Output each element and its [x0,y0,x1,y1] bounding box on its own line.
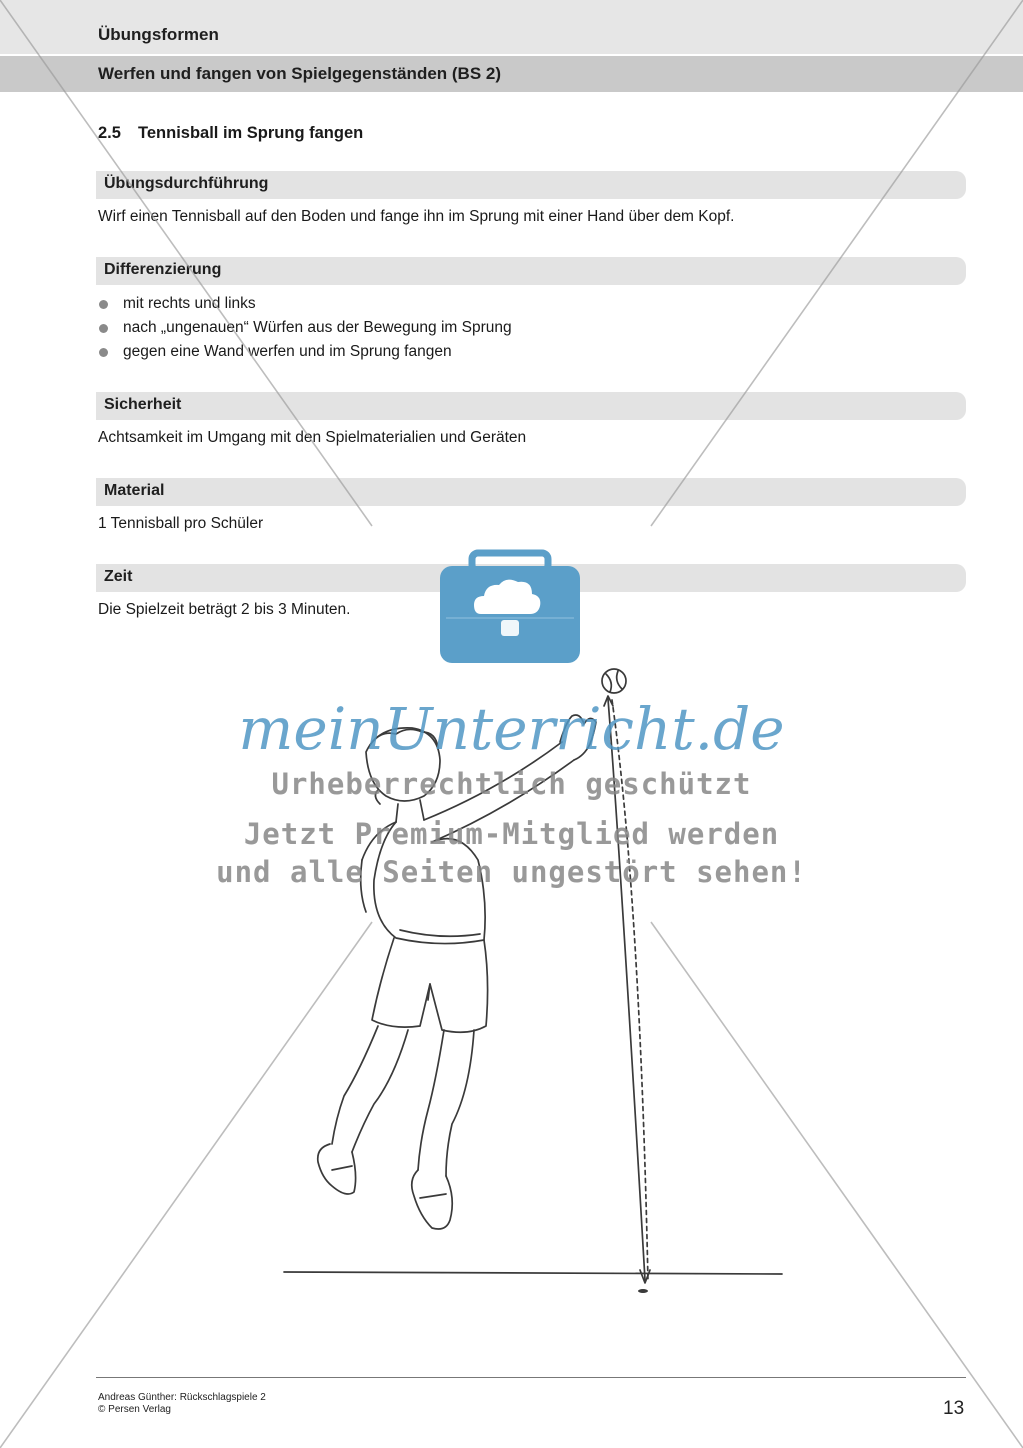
footer-credits [98,1392,266,1416]
time-text: Die Spielzeit beträgt 2 bis 3 Minuten. [98,601,351,618]
footer-divider [96,1377,966,1378]
section-heading-time: Zeit [104,568,133,585]
section-heading-material: Material [104,482,165,499]
material-text: 1 Tennisball pro Schüler [98,515,264,532]
safety-text: Achtsamkeit im Umgang mit den Spielmaterialien und Geräten [98,429,527,446]
list-item: nach „ungenauen“ Würfen aus der Bewegung im Sprung [98,318,512,342]
watermark-line-1: Urheberrechtlich geschützt [271,767,752,801]
section-heading-execution: Übungsdurchführung [104,175,269,192]
list-item: gegen eine Wand werfen und im Sprung fangen [98,342,512,366]
page-number: 13 [943,1398,965,1419]
watermark-brand: meinUnterricht.de [238,695,785,763]
watermark-line-3: und alle Seiten ungestört sehen! [216,855,807,889]
list-item: mit rechts und links [98,294,512,318]
briefcase-cloud-logo [440,553,580,663]
section-heading-safety: Sicherheit [104,396,182,413]
execution-text: Wirf einen Tennisball auf den Boden und fange ihn im Sprung mit einer Hand über dem Kopf. [98,208,735,225]
header-chapter: Werfen und fangen von Spielgegenständen (BS 2) [98,64,502,83]
header-category: Übungsformen [98,25,219,44]
watermark-line-2: Jetzt Premium-Mitglied werden [243,817,780,851]
footer-author-book: Andreas Günther: Rückschlagspiele 2 [98,1392,266,1403]
footer-publisher: © Persen Verlag [98,1404,171,1415]
exercise-title-text: Tennisball im Sprung fangen [138,124,364,142]
exercise-number: 2.5 [98,124,121,142]
section-heading-differentiation: Differenzierung [104,261,222,278]
